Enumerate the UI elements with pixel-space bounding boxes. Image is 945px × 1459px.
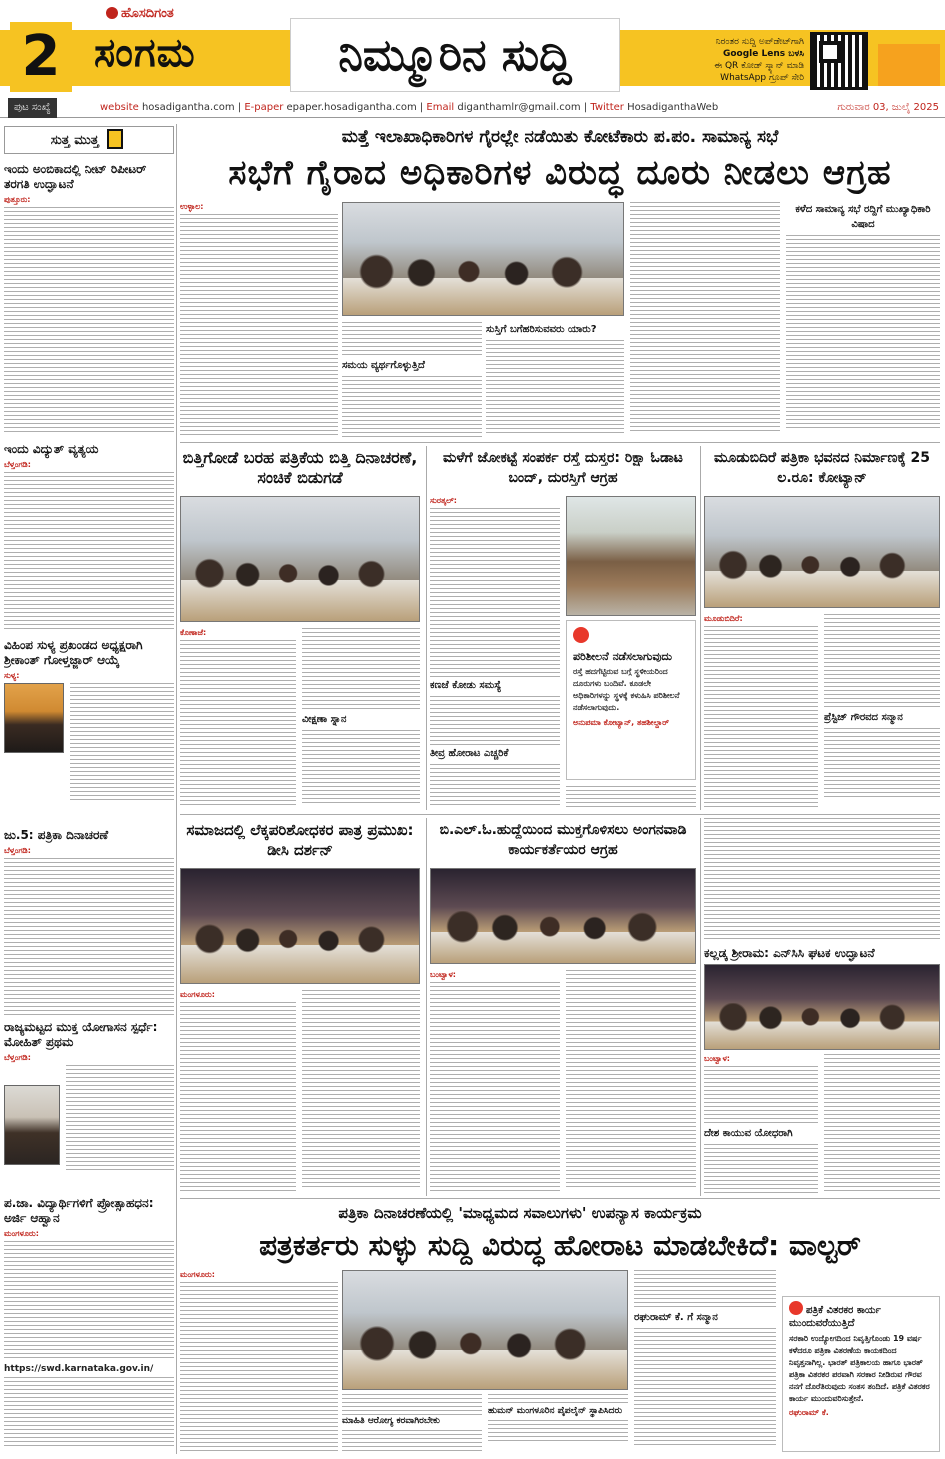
meeting-photo [342, 202, 624, 316]
story-subhead: ತೀವ್ರ ಹೋರಾಟ ಎಚ್ಚರಿಕೆ [430, 748, 509, 759]
info-bar [0, 98, 945, 118]
qr-line: ನಿರಂತರ ಸುದ್ದಿ ಅಪ್‌ಡೇಟ್‌ಗಾಗಿ [715, 37, 804, 47]
left-item-place: ಬೆಳ್ತಂಗಡಿ: [4, 846, 31, 855]
story-body-col [704, 614, 818, 810]
email-label: Email [426, 102, 455, 113]
left-item-place: ಬೆಳ್ತಂಗಡಿ: [4, 460, 31, 469]
portrait-photo [4, 1085, 60, 1165]
body-text [180, 640, 296, 806]
bottom-headline: ಪತ್ರಕರ್ತರು ಸುಳ್ಳು ಸುದ್ದಿ ವಿರುದ್ಧ ಹೋರಾಟ ಮಾಡಬೇಕಿದೆ: ವಾಲ್ಟರ್ [259, 1229, 861, 1262]
story-headline: ಕಲ್ಲಡ್ಕ ಶ್ರೀರಾಮ: ಎನ್‌ಸಿಸಿ ಘಟಕ ಉದ್ಘಾಟನೆ [704, 946, 875, 960]
story-subhead: ದೇಶ ಕಾಯುವ ಯೋಧರಾಗಿ [704, 1128, 793, 1139]
lead-body-col [180, 202, 338, 438]
story-headline: ಬಿ.ಎಲ್.ಓ.ಹುದ್ದೆಯಿಂದ ಮುಕ್ತಗೊಳಿಸಲು ಅಂಗನವಾಡಿ ಕಾರ್ಯಕರ್ತೆಯರ ಆಗ್ರಹ [439, 822, 687, 858]
lead-subhead: ಸುಸ್ತಿಗೆ ಬಗೆಹರಿಸುವವರು ಯಾರು? [486, 324, 597, 335]
bottom-body-col [488, 1394, 628, 1454]
body-text [786, 235, 940, 431]
story-headline: ಮೂಡುಬಿದಿರೆ ಪತ್ರಿಕಾ ಭವನದ ನಿರ್ಮಾಣಕ್ಕೆ 25 ಲ.ರೂ: ಕೋಟ್ಯಾನ್ [713, 450, 931, 486]
divider [180, 442, 940, 443]
body-text [704, 626, 818, 808]
story-body-col [302, 990, 420, 1194]
body-text [180, 1002, 296, 1192]
qr-line: WhatsApp ಗ್ರೂಪ್ ಸೇರಿ [720, 73, 804, 83]
divider [426, 818, 427, 1196]
body-text [4, 1241, 174, 1361]
lead-subhead: ಕಳೆದ ಸಾಮಾನ್ಯ ಸಭೆ ರದ್ದಿಗೆ ಮುಖ್ಯಾಧಿಕಾರಿ ವಿಷಾದ [795, 204, 931, 230]
photo-figures [705, 1003, 939, 1049]
divider [180, 1198, 940, 1199]
bottom-body-col [634, 1270, 776, 1454]
body-text [430, 508, 560, 678]
photo-figures [343, 1324, 627, 1389]
left-item-title: ವಿಹಿಂಪ ಸುಳ್ಯ ಪ್ರಖಂಡದ ಅಧ್ಯಕ್ಷರಾಗಿ ಶ್ರೀಕಾಂತ್ ಗೋಳ್ತಜ್ಜಾರ್ ಆಯ್ಕೆ [4, 638, 143, 667]
bottom-body-col [180, 1270, 338, 1454]
body-text [566, 970, 696, 1190]
story-body-col [180, 990, 296, 1194]
story-subhead: ಕಣಜೆ ಕೋಡು ಸಮಸ್ಯೆ [430, 680, 502, 691]
story-body-col [430, 496, 560, 808]
masthead [0, 0, 945, 100]
body-text [630, 202, 780, 432]
story-body-col [824, 614, 940, 810]
photo-figures [181, 553, 419, 621]
photo-figures [431, 911, 695, 963]
story-body-col [824, 1054, 940, 1196]
body-text [430, 764, 560, 808]
divider [176, 124, 177, 1454]
divider [426, 446, 427, 810]
divider [700, 818, 701, 1196]
left-item-title: ಇಂದು ವಿದ್ಯುತ್ ವ್ಯತ್ಯಯ [4, 442, 99, 456]
photo-figures [705, 547, 939, 608]
brand-small [106, 6, 174, 21]
road-photo [566, 496, 696, 616]
qr-line: Google Lens ಬಳಸಿ [722, 49, 804, 59]
left-item-title: ರಾಜ್ಯಮಟ್ಟದ ಮುಕ್ತ ಯೋಗಾಸನ ಸ್ಪರ್ಧೆ: ಮೋಹಿತ್ ಪ್ರಥಮ [4, 1020, 158, 1049]
story-body-col [704, 818, 940, 942]
photo-figures [181, 920, 419, 983]
body-text [342, 1430, 482, 1452]
body-text [824, 1054, 940, 1192]
body-text [4, 207, 174, 432]
body-text [704, 818, 940, 940]
epaper-label: E-paper [244, 102, 284, 113]
body-text [430, 982, 560, 1192]
body-text [4, 858, 174, 1016]
body-text [488, 1394, 628, 1406]
press-day-photo [342, 1270, 628, 1390]
bottom-subhead: ಹುಮನ್ ಮಂಗಳೂರಿನ ಪೈಪಲೈನ್ ಸ್ಥಾಪಿಸಿದರು [488, 1406, 623, 1416]
body-text [488, 1420, 628, 1444]
anganwadi-photo [430, 868, 696, 964]
left-item-place: ಸುಳ್ಯ: [4, 671, 20, 680]
epaper-link[interactable]: epaper.hosadigantha.com [286, 102, 417, 113]
quote-title-text: ಪತ್ರಿಕೆ ವಿತರಕರ ಕಾರ್ಯ ಮುಂದುವರೆಯುತ್ತಿದೆ [789, 1305, 881, 1329]
story-body-col [704, 1054, 818, 1196]
scheme-url[interactable]: https://swd.karnataka.gov.in/ [4, 1364, 154, 1374]
quote-author: ಅನುಪಮಾ ಕೋಟ್ಯಾನ್, ತಹಶೀಲ್ದಾರ್ [573, 718, 670, 727]
lead-subhead: ಸಮಯ ವ್ಯರ್ಥಗೊಳ್ಳುತ್ತಿದೆ [342, 360, 425, 371]
body-text [824, 614, 940, 710]
quote-box [782, 1296, 940, 1452]
body-text [704, 1066, 818, 1126]
moodbidri-photo [704, 496, 940, 608]
left-item-place: ಪುತ್ತೂರು: [4, 195, 31, 204]
portrait-photo [4, 683, 64, 753]
story-place: ಮೂಡುಬಿದಿರೆ: [704, 614, 743, 623]
left-item-place: ಮಂಗಳೂರು: [4, 1229, 39, 1238]
page-number: 2 [10, 22, 72, 92]
left-item [4, 162, 174, 437]
lead-body-col [786, 202, 940, 438]
body-text [4, 1377, 174, 1447]
left-item [4, 828, 174, 1016]
story-place: ಬಂಟ್ವಾಳ: [430, 970, 456, 979]
qr-instructions [636, 36, 804, 84]
section-title: ನಿಮ್ಮೂರಿನ ಸುದ್ದಿ [290, 18, 620, 92]
ncc-photo [704, 964, 940, 1050]
page-label: ಪುಟ ಸಂಖ್ಯೆ [8, 98, 57, 118]
body-text [302, 730, 420, 806]
twitter-link[interactable]: HosadiganthaWeb [627, 102, 719, 113]
quote-title [789, 1301, 933, 1330]
quote-body: ರಸ್ತೆ ಹದಗೆಟ್ಟಿರುವ ಬಗ್ಗೆ ಸ್ಥಳೀಯರಿಂದ ದೂರುಗಳು ಬಂದಿವೆ. ಕೂಡಲೇ ಅಧಿಕಾರಿಗಳನ್ನು ಸ್ಥಳಕ್ಕೆ ಕಳುಹಿಸಿ ಪರಿಶೀಲನೆ ನಡೆಸಲಾಗುವುದು. [573, 667, 680, 712]
quote-body: ಸರಕಾರಿ ಉದ್ಯೋಗದಿಂದ ನಿವೃತ್ತಿಗೊಂಡು 19 ವರ್ಷ ಕಳೆದರೂ ಪತ್ರಿಕಾ ವಿತರಣೆಯ ಕಾಯಕದಿಂದ ನಿವೃತ್ತನಾಗಿಲ್ಲ. ಭಾರತ್ ಪತ್ರಿಕಾಲಯ ಹಾಗೂ ಭಾರತ್ ಪತ್ರಿಕಾ ವಿತರಕರ ಪರವಾಗಿ ಸರಕಾರ ನೀಡಿರುವ ಗೌರವ ನನಗೆ ದೊರೆತಿರುವುದು ಸಂತಸ ತಂದಿದೆ. ಪತ್ರಿಕೆ ವಿತರಕರ ಕಾರ್ಯ ಮುಂದುವರಿಸುತ್ತೇನೆ. [789, 1334, 930, 1403]
story-place: ಕೊಣಾಜೆ: [180, 628, 207, 637]
column-title [4, 126, 174, 154]
left-item-title: ಜು.5: ಪತ್ರಿಕಾ ದಿನಾಚರಣೆ [4, 828, 109, 842]
body-text [824, 728, 940, 800]
body-text [4, 472, 174, 632]
bottom-subhead: ರಘುರಾಮ್ ಕೆ. ಗೆ ಸನ್ಮಾನ [634, 1312, 718, 1323]
lead-headline: ಸಭೆಗೆ ಗೈರಾದ ಅಧಿಕಾರಿಗಳ ವಿರುದ್ಧ ದೂರು ನೀಡಲು ಆಗ್ರಹ [228, 153, 892, 193]
qr-line: ಈ QR ಕೋಡ್ ಸ್ಕ್ಯಾನ್ ಮಾಡಿ [714, 61, 804, 71]
body-text [302, 628, 420, 712]
body-text [634, 1270, 776, 1310]
quote-title: ಪರಿಶೀಲನೆ ನಡೆಸಲಾಗುವುದು [573, 650, 673, 663]
body-text [70, 683, 174, 803]
left-item [4, 1196, 174, 1454]
bottom-subhead: ಮಾಹಿತಿ ಆರೋಗ್ಯ ಕರವಾಗಿರಬೇಕು [342, 1416, 440, 1426]
left-item-place: ಬೆಳ್ತಂಗಡಿ: [4, 1053, 31, 1062]
body-text [634, 1328, 776, 1446]
body-text [66, 1065, 174, 1173]
website-link[interactable]: hosadigantha.com [141, 102, 235, 113]
auditors-photo [180, 868, 420, 984]
story-subhead: ವೀಕ್ಷಣಾ ಸ್ನಾನ [302, 714, 347, 725]
bittigode-photo [180, 496, 420, 622]
twitter-label: Twitter [590, 102, 624, 113]
left-item [4, 1020, 174, 1192]
qr-code-icon[interactable] [810, 32, 868, 90]
quote-author: ರಘುರಾಮ್ ಕೆ. [789, 1408, 829, 1417]
body-text [342, 376, 482, 438]
lead-body-col [342, 322, 482, 438]
body-text [486, 340, 624, 436]
body-text [566, 786, 696, 808]
website-label: website [100, 102, 139, 113]
story-body-col [180, 628, 296, 808]
brand-small-text: ಹೊಸದಿಗಂತ [121, 6, 174, 21]
divider [180, 814, 940, 815]
story-place: ಮಂಗಳೂರು: [180, 990, 215, 999]
quote-icon [573, 627, 589, 643]
body-text [180, 1282, 338, 1452]
brand-title: ಸಂಗಮ [94, 30, 196, 76]
lead-body-col [630, 202, 780, 438]
divider [700, 446, 701, 810]
story-headline: ಬಿತ್ತಿಗೋಡೆ ಬರಹ ಪತ್ರಿಕೆಯ ಬಿತ್ತಿ ದಿನಾಚರಣೆ, ಸಂಚಿಕೆ ಬಿಡುಗಡೆ [182, 448, 418, 487]
bottom-place: ಮಂಗಳೂರು: [180, 1270, 215, 1279]
story-body-col [302, 628, 420, 808]
contact-links: website hosadigantha.com | E-paper epaper.hosadigantha.com | Email diganthamlr@gmail.com | Twitter HosadiganthaWeb [100, 102, 719, 113]
column-title-text: ಸುತ್ತ ಮುತ್ತ [50, 133, 99, 148]
story-headline: ಮಳೆಗೆ ಜೋಕಟ್ಟೆ ಸಂಪರ್ಕ ರಸ್ತೆ ದುಸ್ತರ: ರಿಕ್ಷಾ ಓಡಾಟ ಬಂದ್, ದುರಸ್ತಿಗೆ ಆಗ್ರಹ [443, 450, 683, 486]
book-icon [107, 129, 123, 149]
story-place: ಬಂಟ್ವಾಳ: [704, 1054, 730, 1063]
quote-box [566, 620, 696, 780]
story-place: ಸುರತ್ಕಲ್: [430, 496, 457, 505]
quote-icon [789, 1301, 803, 1315]
decorative-block [878, 44, 940, 86]
photo-figures [343, 253, 623, 315]
left-item-title: ಪ.ಜಾ. ವಿದ್ಯಾರ್ಥಿಗಳಿಗೆ ಪ್ರೋತ್ಸಾಹಧನ: ಅರ್ಜಿ ಆಹ್ವಾನ [4, 1196, 154, 1225]
left-item-title: ಇಂದು ಅಂಬಿಕಾದಲ್ಲಿ ನೀಟ್ ರಿಪೀಟರ್ ತರಗತಿ ಉದ್ಘಾಟನೆ [4, 162, 147, 191]
brand-dot-icon [106, 7, 118, 19]
body-text [704, 1144, 818, 1194]
body-text [342, 1394, 482, 1416]
lead-kicker: ಮತ್ತೆ ಇಲಾಖಾಧಿಕಾರಿಗಳ ಗೈರಲ್ಲೇ ನಡೆಯಿತು ಕೋಟೆಕಾರು ಪ.ಪಂ. ಸಾಮಾನ್ಯ ಸಭೆ [341, 127, 779, 147]
body-text [302, 990, 420, 1190]
lead-body-col [486, 322, 624, 438]
bottom-body-col [342, 1394, 482, 1454]
email-link[interactable]: diganthamlr@gmail.com [457, 102, 581, 113]
body-text [342, 322, 482, 358]
left-item [4, 638, 174, 824]
story-subhead: ಪ್ರೆಸ್ಟಿಜ್ ಗೌರವದ ಸನ್ಮಾನ [824, 712, 903, 723]
left-item [4, 442, 174, 634]
body-text [430, 696, 560, 746]
story-body-col [566, 786, 696, 810]
story-body-col [566, 970, 696, 1194]
body-text [180, 214, 338, 436]
story-body-col [430, 970, 560, 1194]
lead-place: ಉಳ್ಳಾಲ: [180, 202, 204, 211]
issue-date: ಗುರುವಾರ 03, ಜುಲೈ 2025 [837, 102, 939, 113]
story-headline: ಸಮಾಜದಲ್ಲಿ ಲೆಕ್ಕಪರಿಶೋಧಕರ ಪಾತ್ರ ಪ್ರಮುಖ: ಡೀಸಿ ದರ್ಶನ್ [186, 821, 414, 859]
bottom-kicker: ಪತ್ರಿಕಾ ದಿನಾಚರಣೆಯಲ್ಲಿ 'ಮಾಧ್ಯಮದ ಸವಾಲುಗಳು' ಉಪನ್ಯಾಸ ಕಾರ್ಯಕ್ರಮ [338, 1204, 702, 1222]
